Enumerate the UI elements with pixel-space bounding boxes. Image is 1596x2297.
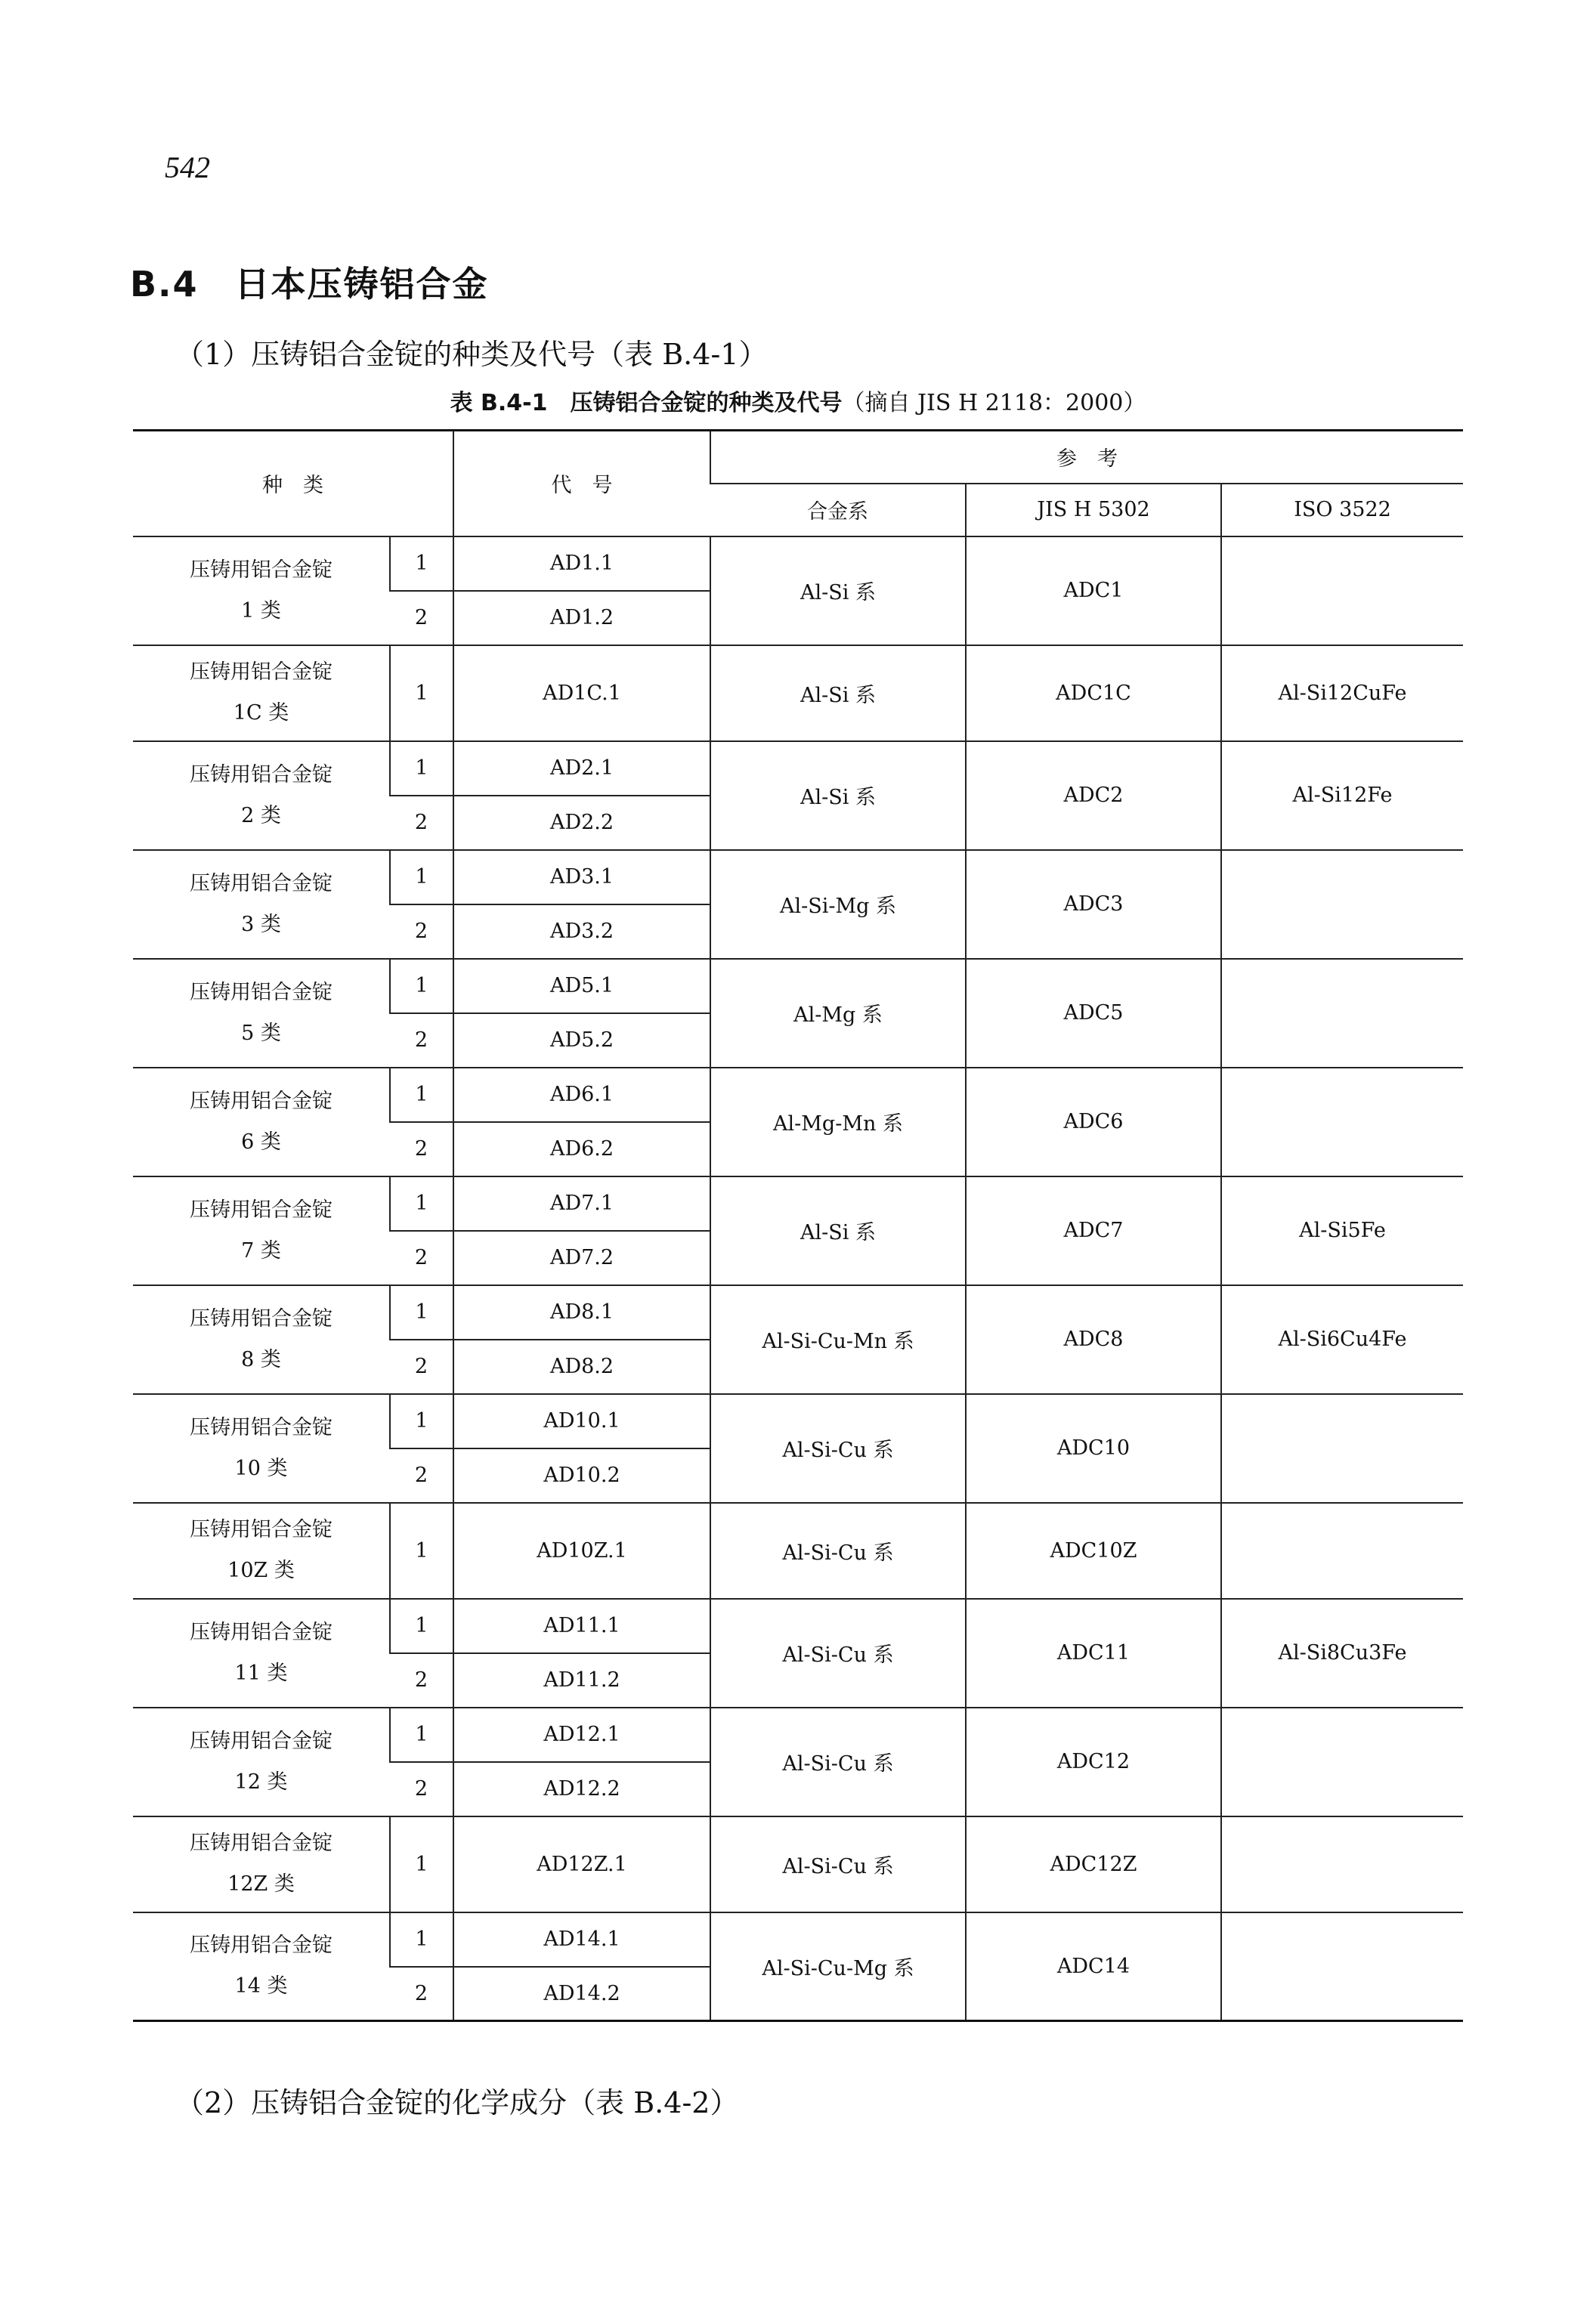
sub-number-cell: 1 <box>390 1176 453 1231</box>
code-cell: AD3.2 <box>453 904 710 959</box>
code-cell: AD8.1 <box>453 1285 710 1340</box>
code-cell: AD12.2 <box>453 1762 710 1816</box>
table-row <box>133 1394 1463 1448</box>
jis-cell: ADC1 <box>966 536 1221 645</box>
kind-cell <box>133 850 390 959</box>
jis-cell: ADC1C <box>966 645 1221 741</box>
kind-cell <box>133 536 390 645</box>
sub-number-cell: 2 <box>390 796 453 850</box>
jis-cell: ADC10Z <box>966 1503 1221 1599</box>
jis-cell: ADC12Z <box>966 1816 1221 1912</box>
code-cell: AD12.1 <box>453 1708 710 1762</box>
sub-number-cell: 1 <box>390 1503 453 1599</box>
kind-cell <box>133 1394 390 1503</box>
code-cell: AD5.1 <box>453 959 710 1013</box>
sub-number-cell: 2 <box>390 1013 453 1068</box>
header-iso: ISO 3522 <box>1221 484 1463 536</box>
table-caption <box>0 384 1596 417</box>
kind-name: 压铸用铝合金锭 <box>190 1620 332 1644</box>
jis-cell: ADC5 <box>966 959 1221 1068</box>
kind-class: 8 类 <box>241 1347 281 1371</box>
iso-cell: Al-Si6Cu4Fe <box>1221 1285 1463 1394</box>
table-row <box>133 1503 1463 1599</box>
kind-class: 12Z 类 <box>227 1872 295 1896</box>
code-cell: AD1.1 <box>453 536 710 591</box>
kind-name: 压铸用铝合金锭 <box>190 980 332 1004</box>
header-jis: JIS H 5302 <box>966 484 1221 536</box>
kind-class: 6 类 <box>241 1130 281 1154</box>
code-cell: AD2.1 <box>453 741 710 796</box>
sub-number-cell: 2 <box>390 904 453 959</box>
iso-cell: Al-Si12CuFe <box>1221 645 1463 741</box>
sub-number-cell: 2 <box>390 1653 453 1708</box>
code-cell: AD14.1 <box>453 1912 710 1967</box>
kind-name: 压铸用铝合金锭 <box>190 558 332 582</box>
kind-cell <box>133 1068 390 1176</box>
iso-cell: Al-Si8Cu3Fe <box>1221 1599 1463 1708</box>
sub-number-cell: 2 <box>390 1967 453 2021</box>
sub-number-cell: 2 <box>390 1340 453 1394</box>
kind-class: 1C 类 <box>233 701 289 725</box>
code-cell: AD12Z.1 <box>453 1816 710 1912</box>
sub-number-cell: 1 <box>390 536 453 591</box>
code-cell: AD1C.1 <box>453 645 710 741</box>
kind-cell <box>133 645 390 741</box>
alloy-system-cell: Al-Mg-Mn 系 <box>710 1068 966 1176</box>
alloy-ingot-table <box>133 429 1463 2022</box>
alloy-system-cell: Al-Si-Cu 系 <box>710 1599 966 1708</box>
kind-cell <box>133 1912 390 2021</box>
sub-number-cell: 1 <box>390 1068 453 1122</box>
kind-class: 5 类 <box>241 1021 281 1045</box>
section-number: B.4 <box>130 264 199 305</box>
sub-number-cell: 1 <box>390 959 453 1013</box>
page-number: 542 <box>165 150 210 184</box>
alloy-system-cell: Al-Si-Cu-Mn 系 <box>710 1285 966 1394</box>
section-title-text: 日本压铸铝合金 <box>234 264 489 305</box>
alloy-system-cell: Al-Si 系 <box>710 536 966 645</box>
header-code: 代 号 <box>453 431 710 536</box>
iso-cell <box>1221 1912 1463 2021</box>
section-title <box>130 257 489 307</box>
code-cell: AD5.2 <box>453 1013 710 1068</box>
caption-label: 表 B.4-1 <box>450 390 548 416</box>
header-reference: 参 考 <box>710 431 1463 484</box>
alloy-system-cell: Al-Si-Cu 系 <box>710 1503 966 1599</box>
jis-cell: ADC6 <box>966 1068 1221 1176</box>
code-cell: AD6.2 <box>453 1122 710 1176</box>
iso-cell <box>1221 1068 1463 1176</box>
caption-name: 压铸铝合金锭的种类及代号 <box>570 390 843 416</box>
jis-cell: ADC14 <box>966 1912 1221 2021</box>
code-cell: AD10.2 <box>453 1448 710 1503</box>
sub-number-cell: 1 <box>390 645 453 741</box>
sub-number-cell: 1 <box>390 1912 453 1967</box>
sub-number-cell: 2 <box>390 1122 453 1176</box>
jis-cell: ADC3 <box>966 850 1221 959</box>
jis-cell: ADC10 <box>966 1394 1221 1503</box>
sub-number-cell: 2 <box>390 1448 453 1503</box>
jis-cell: ADC12 <box>966 1708 1221 1816</box>
kind-name: 压铸用铝合金锭 <box>190 660 332 684</box>
kind-cell <box>133 1176 390 1285</box>
sub-number-cell: 1 <box>390 1708 453 1762</box>
sub-number-cell: 1 <box>390 850 453 904</box>
sub-number-cell: 1 <box>390 1394 453 1448</box>
kind-class: 14 类 <box>234 1974 288 1999</box>
kind-class: 3 类 <box>241 912 281 936</box>
table-row <box>133 1068 1463 1122</box>
alloy-system-cell: Al-Si 系 <box>710 645 966 741</box>
code-cell: AD7.1 <box>453 1176 710 1231</box>
code-cell: AD3.1 <box>453 850 710 904</box>
alloy-system-cell: Al-Si-Mg 系 <box>710 850 966 959</box>
kind-name: 压铸用铝合金锭 <box>190 1934 332 1958</box>
iso-cell <box>1221 850 1463 959</box>
kind-class: 10 类 <box>234 1456 288 1480</box>
sub-number-cell: 1 <box>390 1285 453 1340</box>
kind-name: 压铸用铝合金锭 <box>190 1832 332 1855</box>
alloy-system-cell: Al-Si-Cu 系 <box>710 1708 966 1816</box>
subheading-table-b4-2: （2）压铸铝合金锭的化学成分（表 B.4-2） <box>175 2086 739 2119</box>
code-cell: AD2.2 <box>453 796 710 850</box>
code-cell: AD10.1 <box>453 1394 710 1448</box>
header-alloy-system: 合金系 <box>710 484 966 536</box>
code-cell: AD6.1 <box>453 1068 710 1122</box>
kind-name: 压铸用铝合金锭 <box>190 1415 332 1439</box>
kind-name: 压铸用铝合金锭 <box>190 1198 332 1222</box>
kind-cell <box>133 1503 390 1599</box>
jis-cell: ADC11 <box>966 1599 1221 1708</box>
sub-number-cell: 2 <box>390 1231 453 1285</box>
kind-class: 11 类 <box>234 1661 288 1685</box>
jis-cell: ADC7 <box>966 1176 1221 1285</box>
kind-name: 压铸用铝合金锭 <box>190 762 332 787</box>
iso-cell: Al-Si5Fe <box>1221 1176 1463 1285</box>
alloy-system-cell: Al-Mg 系 <box>710 959 966 1068</box>
code-cell: AD14.2 <box>453 1967 710 2021</box>
kind-cell <box>133 1285 390 1394</box>
code-cell: AD8.2 <box>453 1340 710 1394</box>
code-cell: AD11.2 <box>453 1653 710 1708</box>
kind-cell <box>133 1816 390 1912</box>
table-row <box>133 959 1463 1013</box>
code-cell: AD10Z.1 <box>453 1503 710 1599</box>
kind-cell <box>133 1599 390 1708</box>
alloy-system-cell: Al-Si-Cu-Mg 系 <box>710 1912 966 2021</box>
code-cell: AD11.1 <box>453 1599 710 1653</box>
sub-number-cell: 2 <box>390 591 453 645</box>
table-row <box>133 645 1463 741</box>
jis-cell: ADC8 <box>966 1285 1221 1394</box>
code-cell: AD1.2 <box>453 591 710 645</box>
kind-class: 2 类 <box>241 803 281 827</box>
iso-cell <box>1221 1708 1463 1816</box>
kind-class: 7 类 <box>241 1238 281 1263</box>
table-row <box>133 741 1463 796</box>
alloy-system-cell: Al-Si 系 <box>710 741 966 850</box>
table-row <box>133 1816 1463 1912</box>
table-row <box>133 1176 1463 1231</box>
table-row <box>133 1912 1463 1967</box>
iso-cell <box>1221 536 1463 645</box>
table-row <box>133 536 1463 591</box>
sub-number-cell: 1 <box>390 1599 453 1653</box>
kind-name: 压铸用铝合金锭 <box>190 1089 332 1113</box>
kind-cell <box>133 1708 390 1816</box>
sub-number-cell: 1 <box>390 1816 453 1912</box>
kind-class: 12 类 <box>234 1770 288 1794</box>
jis-cell: ADC2 <box>966 741 1221 850</box>
kind-name: 压铸用铝合金锭 <box>190 1518 332 1541</box>
code-cell: AD7.2 <box>453 1231 710 1285</box>
table-body <box>133 536 1463 2021</box>
alloy-system-cell: Al-Si-Cu 系 <box>710 1816 966 1912</box>
kind-name: 压铸用铝合金锭 <box>190 1729 332 1753</box>
subheading-table-b4-1: （1）压铸铝合金锭的种类及代号（表 B.4-1） <box>175 338 768 371</box>
kind-class: 10Z 类 <box>227 1559 295 1582</box>
iso-cell <box>1221 1394 1463 1503</box>
iso-cell <box>1221 959 1463 1068</box>
header-kind: 种 类 <box>133 431 453 536</box>
kind-cell <box>133 741 390 850</box>
sub-number-cell: 2 <box>390 1762 453 1816</box>
caption-source: （摘自 JIS H 2118：2000） <box>842 390 1146 416</box>
sub-number-cell: 1 <box>390 741 453 796</box>
kind-class: 1 类 <box>241 598 281 623</box>
iso-cell: Al-Si12Fe <box>1221 741 1463 850</box>
kind-cell <box>133 959 390 1068</box>
iso-cell <box>1221 1816 1463 1912</box>
table-row <box>133 1285 1463 1340</box>
alloy-system-cell: Al-Si-Cu 系 <box>710 1394 966 1503</box>
iso-cell <box>1221 1503 1463 1599</box>
table-row <box>133 850 1463 904</box>
table-row <box>133 1599 1463 1653</box>
table-row <box>133 1708 1463 1762</box>
kind-name: 压铸用铝合金锭 <box>190 1306 332 1331</box>
alloy-system-cell: Al-Si 系 <box>710 1176 966 1285</box>
kind-name: 压铸用铝合金锭 <box>190 871 332 895</box>
